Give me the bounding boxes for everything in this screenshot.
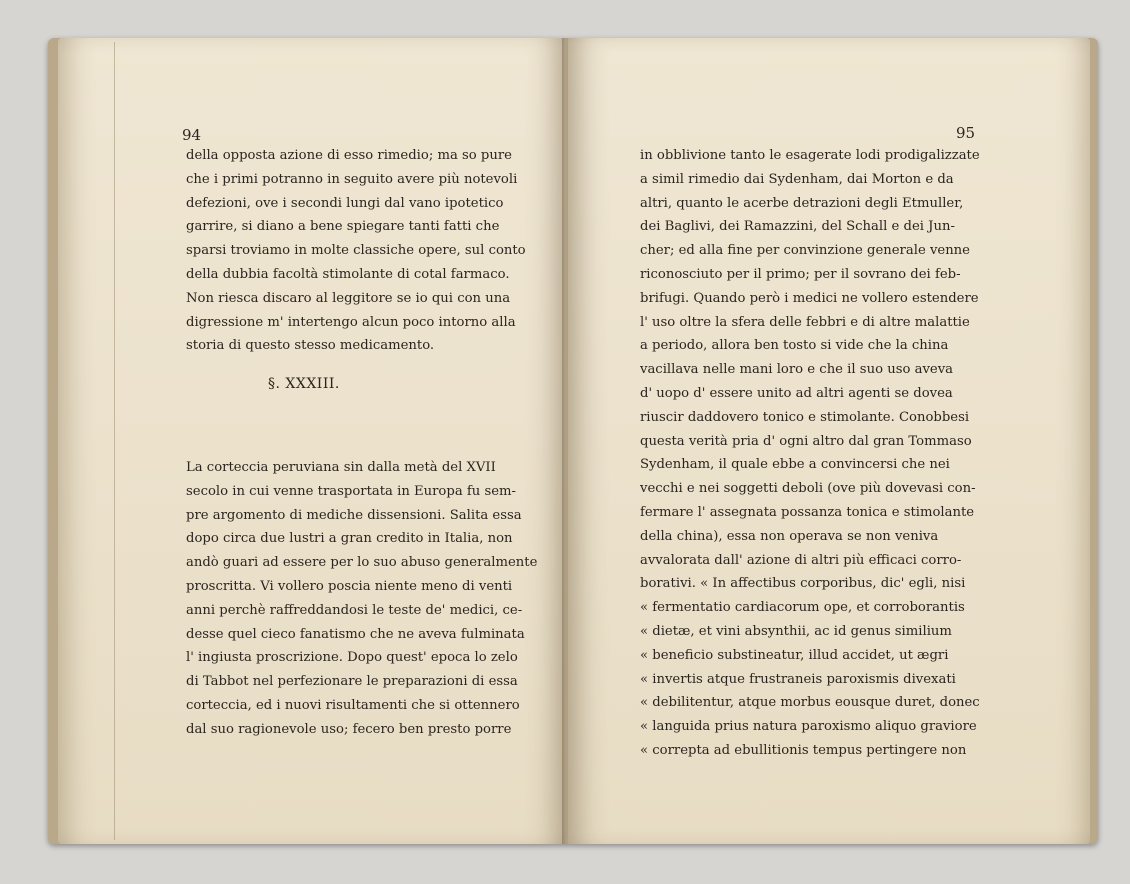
text-line: dal suo ragionevole uso; fecero ben presto porre [186, 721, 512, 737]
text-line: « invertis atque frustraneis paroxismis divexati [640, 671, 956, 687]
text-line: pre argomento di mediche dissensioni. Salita essa [186, 507, 522, 523]
text-line: « languida prius natura paroxismo aliquo graviore [640, 719, 977, 735]
text-line: di Tabbot nel perfezionare le preparazioni di essa [186, 674, 518, 690]
left-page [58, 38, 566, 844]
text-line: andò guari ad essere per lo suo abuso generalmente [186, 555, 538, 571]
text-line: avvalorata dall' azione di altri più efficaci corro- [640, 552, 962, 568]
flyleaf-edge [66, 42, 115, 840]
text-line: vecchi e nei soggetti deboli (ove più dovevasi con- [640, 481, 976, 497]
text-line: della opposta azione di esso rimedio; ma so pure [186, 148, 512, 163]
text-line: « fermentatio cardiacorum ope, et corroborantis [640, 600, 965, 616]
text-line: « correpta ad ebullitionis tempus pertingere non [640, 742, 967, 758]
right-page [568, 38, 1090, 844]
text-line: Sydenham, il quale ebbe a convincersi che nei [640, 457, 950, 473]
text-line: riuscir daddovero tonico e stimolante. Conobbesi [640, 409, 970, 425]
text-line: desse quel cieco fanatismo che ne aveva fulminata [186, 626, 525, 642]
text-line: borativi. « In affectibus corporibus, dic' egli, nisi [640, 576, 966, 592]
text-line: dei Baglivi, dei Ramazzini, del Schall e dei Jun- [640, 219, 955, 235]
text-line: altri, quanto le acerbe detrazioni degli Etmuller, [640, 195, 964, 211]
text-line: a simil rimedio dai Sydenham, dai Morton e da [640, 171, 954, 187]
right-body-paragraph [640, 144, 1025, 763]
text-line: cher; ed alla fine per convinzione generale venne [640, 243, 970, 259]
section-heading: §. XXXIII. [268, 376, 340, 392]
text-line: corteccia, ed i nuovi risultamenti che si ottennero [186, 697, 520, 713]
text-line: defezioni, ove i secondi lungi dal vano ipotetico [186, 195, 504, 211]
text-line: « dietæ, et vini absynthii, ac id genus similium [640, 623, 952, 639]
text-line: garrire, si diano a bene spiegare tanti fatti che [186, 219, 500, 235]
text-line: anni perchè raffreddandosi le teste de' medici, ce- [186, 602, 523, 618]
left-intro-paragraph [186, 144, 556, 358]
text-line: brifugi. Quando però i medici ne vollero estendere [640, 290, 979, 306]
text-line: a periodo, allora ben tosto si vide che la china [640, 338, 949, 354]
text-line: La corteccia peruviana sin dalla metà del XVII [186, 460, 496, 475]
text-line: vacillava nelle mani loro e che il suo uso aveva [640, 362, 954, 378]
text-line: l' uso oltre la sfera delle febbri e di altre malattie [640, 314, 970, 330]
text-line: della china), essa non operava se non veniva [640, 528, 939, 544]
text-line: riconosciuto per il primo; per il sovrano dei feb- [640, 266, 961, 282]
text-line: secolo in cui venne trasportata in Europa fu sem- [186, 483, 516, 499]
text-line: storia di questo stesso medicamento. [186, 338, 435, 354]
text-line: l' ingiusta proscrizione. Dopo quest' epoca lo zelo [186, 650, 518, 666]
left-body-paragraph [186, 456, 556, 742]
text-line: sparsi troviamo in molte classiche opere, sul conto [186, 243, 526, 259]
text-line: fermare l' assegnata possanza tonica e stimolante [640, 504, 975, 520]
text-line: dopo circa due lustri a gran credito in Italia, non [186, 531, 513, 547]
text-line: digressione m' intertengo alcun poco intorno alla [186, 314, 516, 330]
text-line: d' uopo d' essere unito ad altri agenti se dovea [640, 385, 953, 401]
text-line: questa verità pria d' ogni altro dal gran Tommaso [640, 433, 972, 449]
text-line: che i primi potranno in seguito avere più notevoli [186, 171, 518, 187]
left-page-number: 94 [182, 126, 202, 144]
text-line: « debilitentur, atque morbus eousque duret, donec [640, 695, 980, 711]
text-line: « beneficio substineatur, illud accidet, ut ægri [640, 647, 949, 663]
open-book [48, 38, 1098, 844]
right-page-number: 95 [956, 124, 976, 142]
text-line: della dubbia facoltà stimolante di cotal farmaco. [186, 266, 510, 282]
text-line: Non riesca discaro al leggitore se io qui con una [186, 290, 511, 306]
text-line: proscritta. Vi vollero poscia niente meno di venti [186, 578, 513, 594]
text-line: in obblivione tanto le esagerate lodi prodigalizzate [640, 148, 980, 163]
